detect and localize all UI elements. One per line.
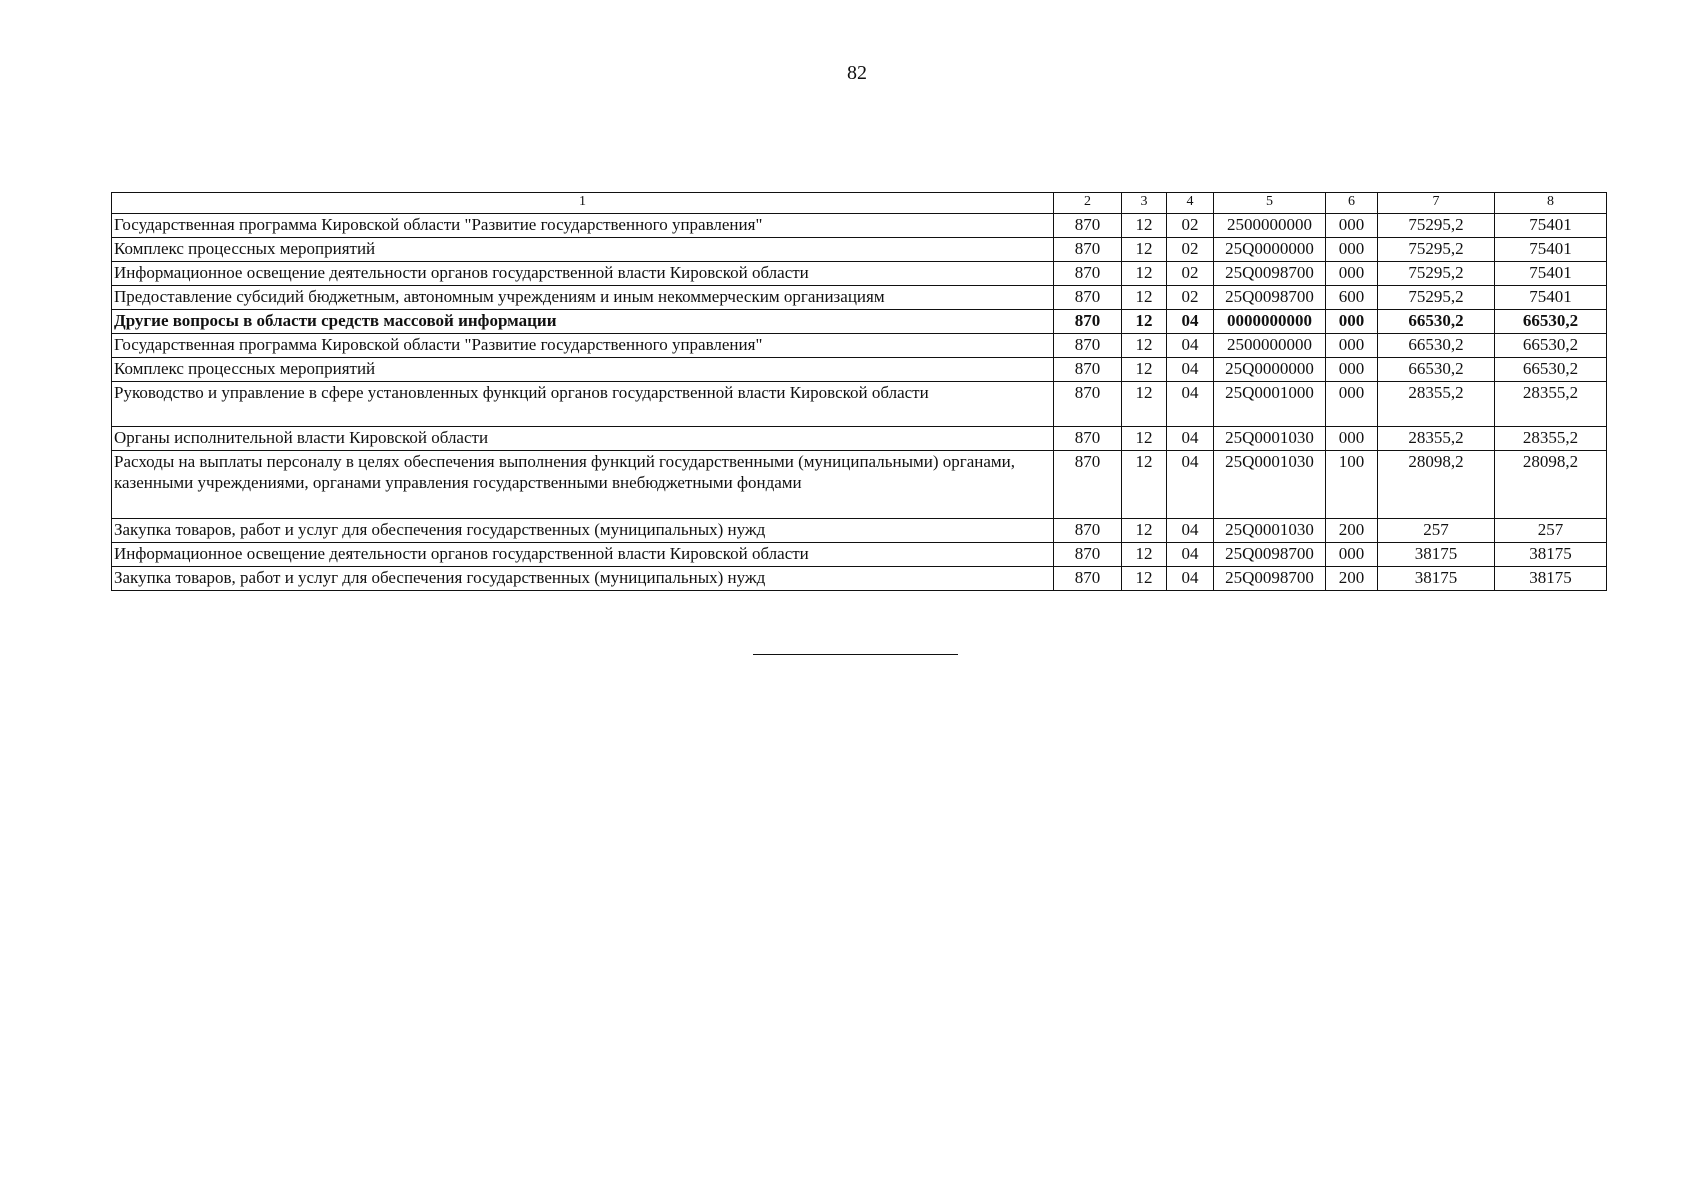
section-cell: 12 (1122, 451, 1167, 519)
end-divider-line (753, 654, 958, 655)
admin-code-cell: 870 (1054, 262, 1122, 286)
subsection-cell: 04 (1167, 358, 1214, 382)
expense-type-cell: 000 (1326, 262, 1378, 286)
amount-col7-cell: 75295,2 (1378, 214, 1495, 238)
header-cell-4: 4 (1167, 193, 1214, 214)
amount-col8-cell: 38175 (1495, 567, 1607, 591)
expense-type-cell: 600 (1326, 286, 1378, 310)
section-cell: 12 (1122, 334, 1167, 358)
section-cell: 12 (1122, 286, 1167, 310)
header-cell-8: 8 (1495, 193, 1607, 214)
subsection-cell: 04 (1167, 310, 1214, 334)
page-number: 82 (847, 62, 867, 84)
header-cell-7: 7 (1378, 193, 1495, 214)
expense-type-cell: 100 (1326, 451, 1378, 519)
target-article-cell: 25Q0098700 (1214, 262, 1326, 286)
admin-code-cell: 870 (1054, 382, 1122, 427)
section-cell: 12 (1122, 427, 1167, 451)
budget-table (111, 192, 1607, 591)
table-row (112, 382, 1607, 427)
table-row (112, 451, 1607, 519)
table-row (112, 286, 1607, 310)
section-cell: 12 (1122, 382, 1167, 427)
amount-col7-cell: 66530,2 (1378, 358, 1495, 382)
expense-type-cell: 200 (1326, 519, 1378, 543)
amount-col7-cell: 28355,2 (1378, 382, 1495, 427)
target-article-cell: 25Q0098700 (1214, 286, 1326, 310)
subsection-cell: 02 (1167, 286, 1214, 310)
section-cell: 12 (1122, 358, 1167, 382)
row-name-cell: Закупка товаров, работ и услуг для обеспечения государственных (муниципальных) нужд (112, 567, 1054, 591)
amount-col8-cell: 28355,2 (1495, 382, 1607, 427)
table-row (112, 543, 1607, 567)
admin-code-cell: 870 (1054, 286, 1122, 310)
amount-col7-cell: 38175 (1378, 567, 1495, 591)
admin-code-cell: 870 (1054, 334, 1122, 358)
row-name-cell: Комплекс процессных мероприятий (112, 358, 1054, 382)
expense-type-cell: 000 (1326, 214, 1378, 238)
amount-col7-cell: 28098,2 (1378, 451, 1495, 519)
amount-col8-cell: 75401 (1495, 262, 1607, 286)
expense-type-cell: 000 (1326, 238, 1378, 262)
table-row (112, 262, 1607, 286)
expense-type-cell: 000 (1326, 427, 1378, 451)
table-row (112, 334, 1607, 358)
header-cell-1: 1 (112, 193, 1054, 214)
amount-col8-cell: 75401 (1495, 238, 1607, 262)
table-body (112, 214, 1607, 591)
row-name-cell: Комплекс процессных мероприятий (112, 238, 1054, 262)
row-name-cell: Закупка товаров, работ и услуг для обеспечения государственных (муниципальных) нужд (112, 519, 1054, 543)
amount-col8-cell: 66530,2 (1495, 310, 1607, 334)
subsection-cell: 04 (1167, 334, 1214, 358)
amount-col8-cell: 28355,2 (1495, 427, 1607, 451)
section-cell: 12 (1122, 543, 1167, 567)
amount-col8-cell: 66530,2 (1495, 358, 1607, 382)
section-cell: 12 (1122, 519, 1167, 543)
table-row (112, 238, 1607, 262)
admin-code-cell: 870 (1054, 358, 1122, 382)
row-name-cell: Органы исполнительной власти Кировской области (112, 427, 1054, 451)
admin-code-cell: 870 (1054, 543, 1122, 567)
table-row (112, 427, 1607, 451)
row-name-cell: Государственная программа Кировской области "Развитие государственного управления" (112, 334, 1054, 358)
table-row (112, 567, 1607, 591)
table-header (112, 193, 1607, 214)
subsection-cell: 04 (1167, 427, 1214, 451)
admin-code-cell: 870 (1054, 310, 1122, 334)
admin-code-cell: 870 (1054, 567, 1122, 591)
amount-col8-cell: 28098,2 (1495, 451, 1607, 519)
amount-col8-cell: 66530,2 (1495, 334, 1607, 358)
admin-code-cell: 870 (1054, 451, 1122, 519)
section-cell: 12 (1122, 567, 1167, 591)
admin-code-cell: 870 (1054, 238, 1122, 262)
subsection-cell: 02 (1167, 214, 1214, 238)
table-row (112, 310, 1607, 334)
expense-type-cell: 200 (1326, 567, 1378, 591)
subsection-cell: 04 (1167, 543, 1214, 567)
subsection-cell: 04 (1167, 567, 1214, 591)
expense-type-cell: 000 (1326, 334, 1378, 358)
section-cell: 12 (1122, 310, 1167, 334)
amount-col7-cell: 257 (1378, 519, 1495, 543)
section-cell: 12 (1122, 214, 1167, 238)
target-article-cell: 2500000000 (1214, 214, 1326, 238)
row-name-cell: Предоставление субсидий бюджетным, автономным учреждениям и иным некоммерческим организациям (112, 286, 1054, 310)
target-article-cell: 2500000000 (1214, 334, 1326, 358)
amount-col7-cell: 66530,2 (1378, 334, 1495, 358)
row-name-cell: Информационное освещение деятельности органов государственной власти Кировской области (112, 262, 1054, 286)
amount-col8-cell: 75401 (1495, 214, 1607, 238)
subsection-cell: 04 (1167, 451, 1214, 519)
table-row (112, 519, 1607, 543)
target-article-cell: 25Q0001030 (1214, 427, 1326, 451)
row-name-cell: Руководство и управление в сфере установленных функций органов государственной власти Кировской области (112, 382, 1054, 427)
expense-type-cell: 000 (1326, 543, 1378, 567)
expense-type-cell: 000 (1326, 310, 1378, 334)
target-article-cell: 25Q0098700 (1214, 567, 1326, 591)
target-article-cell: 0000000000 (1214, 310, 1326, 334)
amount-col8-cell: 38175 (1495, 543, 1607, 567)
target-article-cell: 25Q0000000 (1214, 238, 1326, 262)
subsection-cell: 04 (1167, 382, 1214, 427)
admin-code-cell: 870 (1054, 519, 1122, 543)
row-name-cell: Государственная программа Кировской области "Развитие государственного управления" (112, 214, 1054, 238)
target-article-cell: 25Q0001030 (1214, 519, 1326, 543)
header-cell-2: 2 (1054, 193, 1122, 214)
table-row (112, 358, 1607, 382)
target-article-cell: 25Q0098700 (1214, 543, 1326, 567)
header-cell-3: 3 (1122, 193, 1167, 214)
header-cell-5: 5 (1214, 193, 1326, 214)
subsection-cell: 02 (1167, 238, 1214, 262)
admin-code-cell: 870 (1054, 214, 1122, 238)
amount-col8-cell: 257 (1495, 519, 1607, 543)
section-cell: 12 (1122, 262, 1167, 286)
table-row (112, 214, 1607, 238)
target-article-cell: 25Q0000000 (1214, 358, 1326, 382)
admin-code-cell: 870 (1054, 427, 1122, 451)
row-name-cell: Другие вопросы в области средств массовой информации (112, 310, 1054, 334)
section-cell: 12 (1122, 238, 1167, 262)
amount-col8-cell: 75401 (1495, 286, 1607, 310)
row-name-cell: Расходы на выплаты персоналу в целях обеспечения выполнения функций государственными (муниципальными) органами, казенными учреждениями, органами управления государственными внебюджетными фондами (112, 451, 1054, 519)
target-article-cell: 25Q0001000 (1214, 382, 1326, 427)
amount-col7-cell: 75295,2 (1378, 262, 1495, 286)
amount-col7-cell: 75295,2 (1378, 286, 1495, 310)
amount-col7-cell: 28355,2 (1378, 427, 1495, 451)
expense-type-cell: 000 (1326, 382, 1378, 427)
amount-col7-cell: 75295,2 (1378, 238, 1495, 262)
expense-type-cell: 000 (1326, 358, 1378, 382)
target-article-cell: 25Q0001030 (1214, 451, 1326, 519)
subsection-cell: 04 (1167, 519, 1214, 543)
header-row (112, 193, 1607, 214)
subsection-cell: 02 (1167, 262, 1214, 286)
amount-col7-cell: 66530,2 (1378, 310, 1495, 334)
row-name-cell: Информационное освещение деятельности органов государственной власти Кировской области (112, 543, 1054, 567)
header-cell-6: 6 (1326, 193, 1378, 214)
amount-col7-cell: 38175 (1378, 543, 1495, 567)
